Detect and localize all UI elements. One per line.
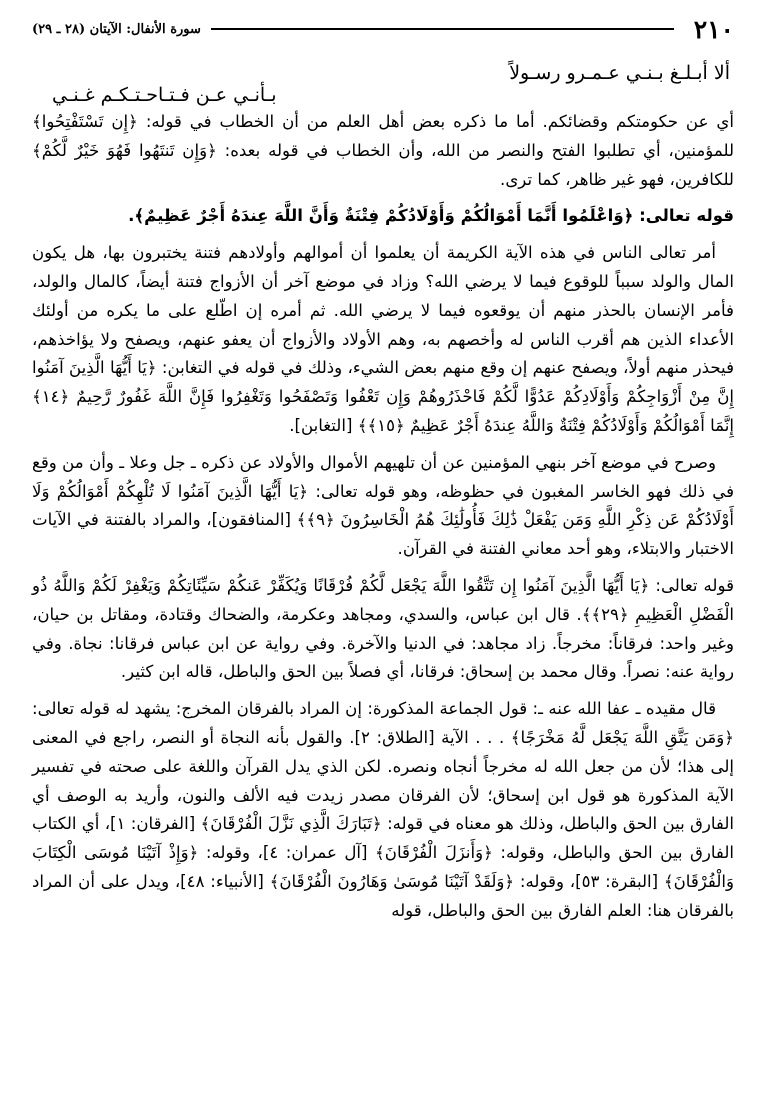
poem-hemistich-2: بـأنـي عـن فـتـاحـتـكـم غـنـي [52,84,277,106]
paragraph-2-verse-heading: قوله تعالى: ﴿وَاعْلَمُوا أَنَّمَا أَمْوَالُكُمْ وَأَوْلَادُكُمْ فِتْنَةٌ وَأَنَّ اللَّهَ عِندَهُ أَجْرٌ عَظِيمٌ﴾. [128,206,734,226]
paragraph-1: أي عن حكومتكم وقضائكم. أما ما ذكره بعض أهل العلم من أن الخطاب في قوله: ﴿إِن تَسْتَفْتِحُوا﴾ للمؤمنين، أي تطلبوا الفتح والنصر من الله، وأن الخطاب في قوله بعده: ﴿وَإِن تَنتَهُوا فَهُوَ خَيْرٌ لَّكُمْ﴾ للكافرين، فهو غير ظاهر، كما ترى. [32,112,734,189]
page-number: ٢١٠ [693,14,734,44]
paragraph-4: وصرح في موضع آخر بنهي المؤمنين عن أن تلهيهم الأموال والأولاد عن ذكره ـ جل وعلا ـ وأن من وقع في ذلك فهو الخاسر المغبون في حظوظه، وهو قوله تعالى: ﴿يَا أَيُّهَا الَّذِينَ آمَنُوا لَا تُلْهِكُمْ أَمْوَالُكُمْ وَلَا أَوْلَادُكُمْ عَن ذِكْرِ اللَّهِ وَمَن يَفْعَلْ ذَٰلِكَ فَأُولَٰئِكَ هُمُ الْخَاسِرُونَ ﴿٩﴾﴾ [المنافقون]، والمراد بالفتنة في الآيات الاختبار والابتلاء، وهو أحد معاني الفتنة في القرآن. [32,452,734,559]
poem-hemistich-1: ألا أبـلـغ بـنـي عـمـرو رسـولاً [509,62,730,84]
paragraph-6: قال مقيده ـ عفا الله عنه ـ: قول الجماعة المذكورة: إن المراد بالفرقان المخرج: يشهد له قوله تعالى: ﴿وَمَن يَتَّقِ اللَّهَ يَجْعَل لَّهُ مَخْرَجًا﴾ . . . الآية [الطلاق: ٢]. والقول بأنه النجاة أو النصر، راجع في المعنى إلى هذا؛ لأن من جعل الله له مخرجاً أنجاه ونصره. لكن الذي يدل القرآن واللغة على صحته في تفسير الآية المذكورة هو قول ابن إسحاق؛ لأن الفرقان مصدر زيدت فيه الألف والنون، وأريد به الوصف أي الفارق بين الحق والباطل، وذلك هو معناه في قوله: ﴿تَبَارَكَ الَّذِي نَزَّلَ الْفُرْقَانَ﴾ [الفرقان: ١]، أي الكتاب الفارق بين الحق والباطل، وقوله: ﴿وَأَنزَلَ الْفُرْقَانَ﴾ [آل عمران: ٤]، وقوله: ﴿وَإِذْ آتَيْنَا مُوسَى الْكِتَابَ وَالْفُرْقَانَ﴾ [البقرة: ٥٣]، وقوله: ﴿وَلَقَدْ آتَيْنَا مُوسَىٰ وَهَارُونَ الْفُرْقَانَ﴾ [الأنبياء: ٤٨]، ويدل على أن المراد بالفرقان هنا: العلم الفارق بين الحق والباطل، قوله [32,699,734,920]
poem-verse [32,60,734,108]
paragraph-3: أمر تعالى الناس في هذه الآية الكريمة أن يعلموا أن أموالهم وأولادهم فتنة يختبرون بها، هل يكون المال والولد سبباً للوقوع فيما لا يرضي الله؟ وزاد في موضع آخر أن الأزواج فتنة أيضاً، كالمال والولد، فأمر الإنسان بالحذر منهم أن يوقعوه فيما لا يرضي الله. ثم أمره إن اطّلع على ما يكره من أولئك الأعداء الذين هم أقرب الناس له وأخصهم به، وهم الأولاد والأزواج أن يعفو عنهم، ويصفح ولا يؤاخذهم، فيحذر منهم أولاً، ويصفح عنهم إن وقع منهم بعض الشيء، وذلك في قوله في التغابن: ﴿يَا أَيُّهَا الَّذِينَ آمَنُوا إِنَّ مِنْ أَزْوَاجِكُمْ وَأَوْلَادِكُمْ عَدُوًّا لَّكُمْ فَاحْذَرُوهُمْ وَإِن تَعْفُوا وَتَصْفَحُوا وَتَغْفِرُوا فَإِنَّ اللَّهَ غَفُورٌ رَّحِيمٌ ﴿١٤﴾ إِنَّمَا أَمْوَالُكُمْ وَأَوْلَادُكُمْ فِتْنَةٌ وَاللَّهُ عِندَهُ أَجْرٌ عَظِيمٌ ﴿١٥﴾﴾ [التغابن]. [32,243,734,435]
header-rule [211,28,674,30]
running-title: سورة الأنفال: الآيتان (٢٨ ـ ٢٩) [32,21,201,37]
body-text [32,108,734,926]
paragraph-5-verse-heading: قوله تعالى: ﴿يَا أَيُّهَا الَّذِينَ آمَنُوا إِن تَتَّقُوا اللَّهَ يَجْعَل لَّكُمْ فُرْقَانًا وَيُكَفِّرْ عَنكُمْ سَيِّئَاتِكُمْ وَيَغْفِرْ لَكُمْ وَاللَّهُ ذُو الْفَضْلِ الْعَظِيمِ ﴿٢٩﴾﴾. قال ابن عباس، والسدي، ومجاهد وعكرمة، والضحاك وقتادة، ومقاتل بن حيان، وغير واحد: فرقاناً: مخرجاً. زاد مجاهد: في الدنيا والآخرة. وفي رواية عن ابن عباس فرقانا: نجاة. وفي رواية عنه: نصراً. وقال محمد بن إسحاق: فرقانا، أي فصلاً بين الحق والباطل، قاله ابن كثير. [32,575,735,682]
page-header [32,14,734,44]
